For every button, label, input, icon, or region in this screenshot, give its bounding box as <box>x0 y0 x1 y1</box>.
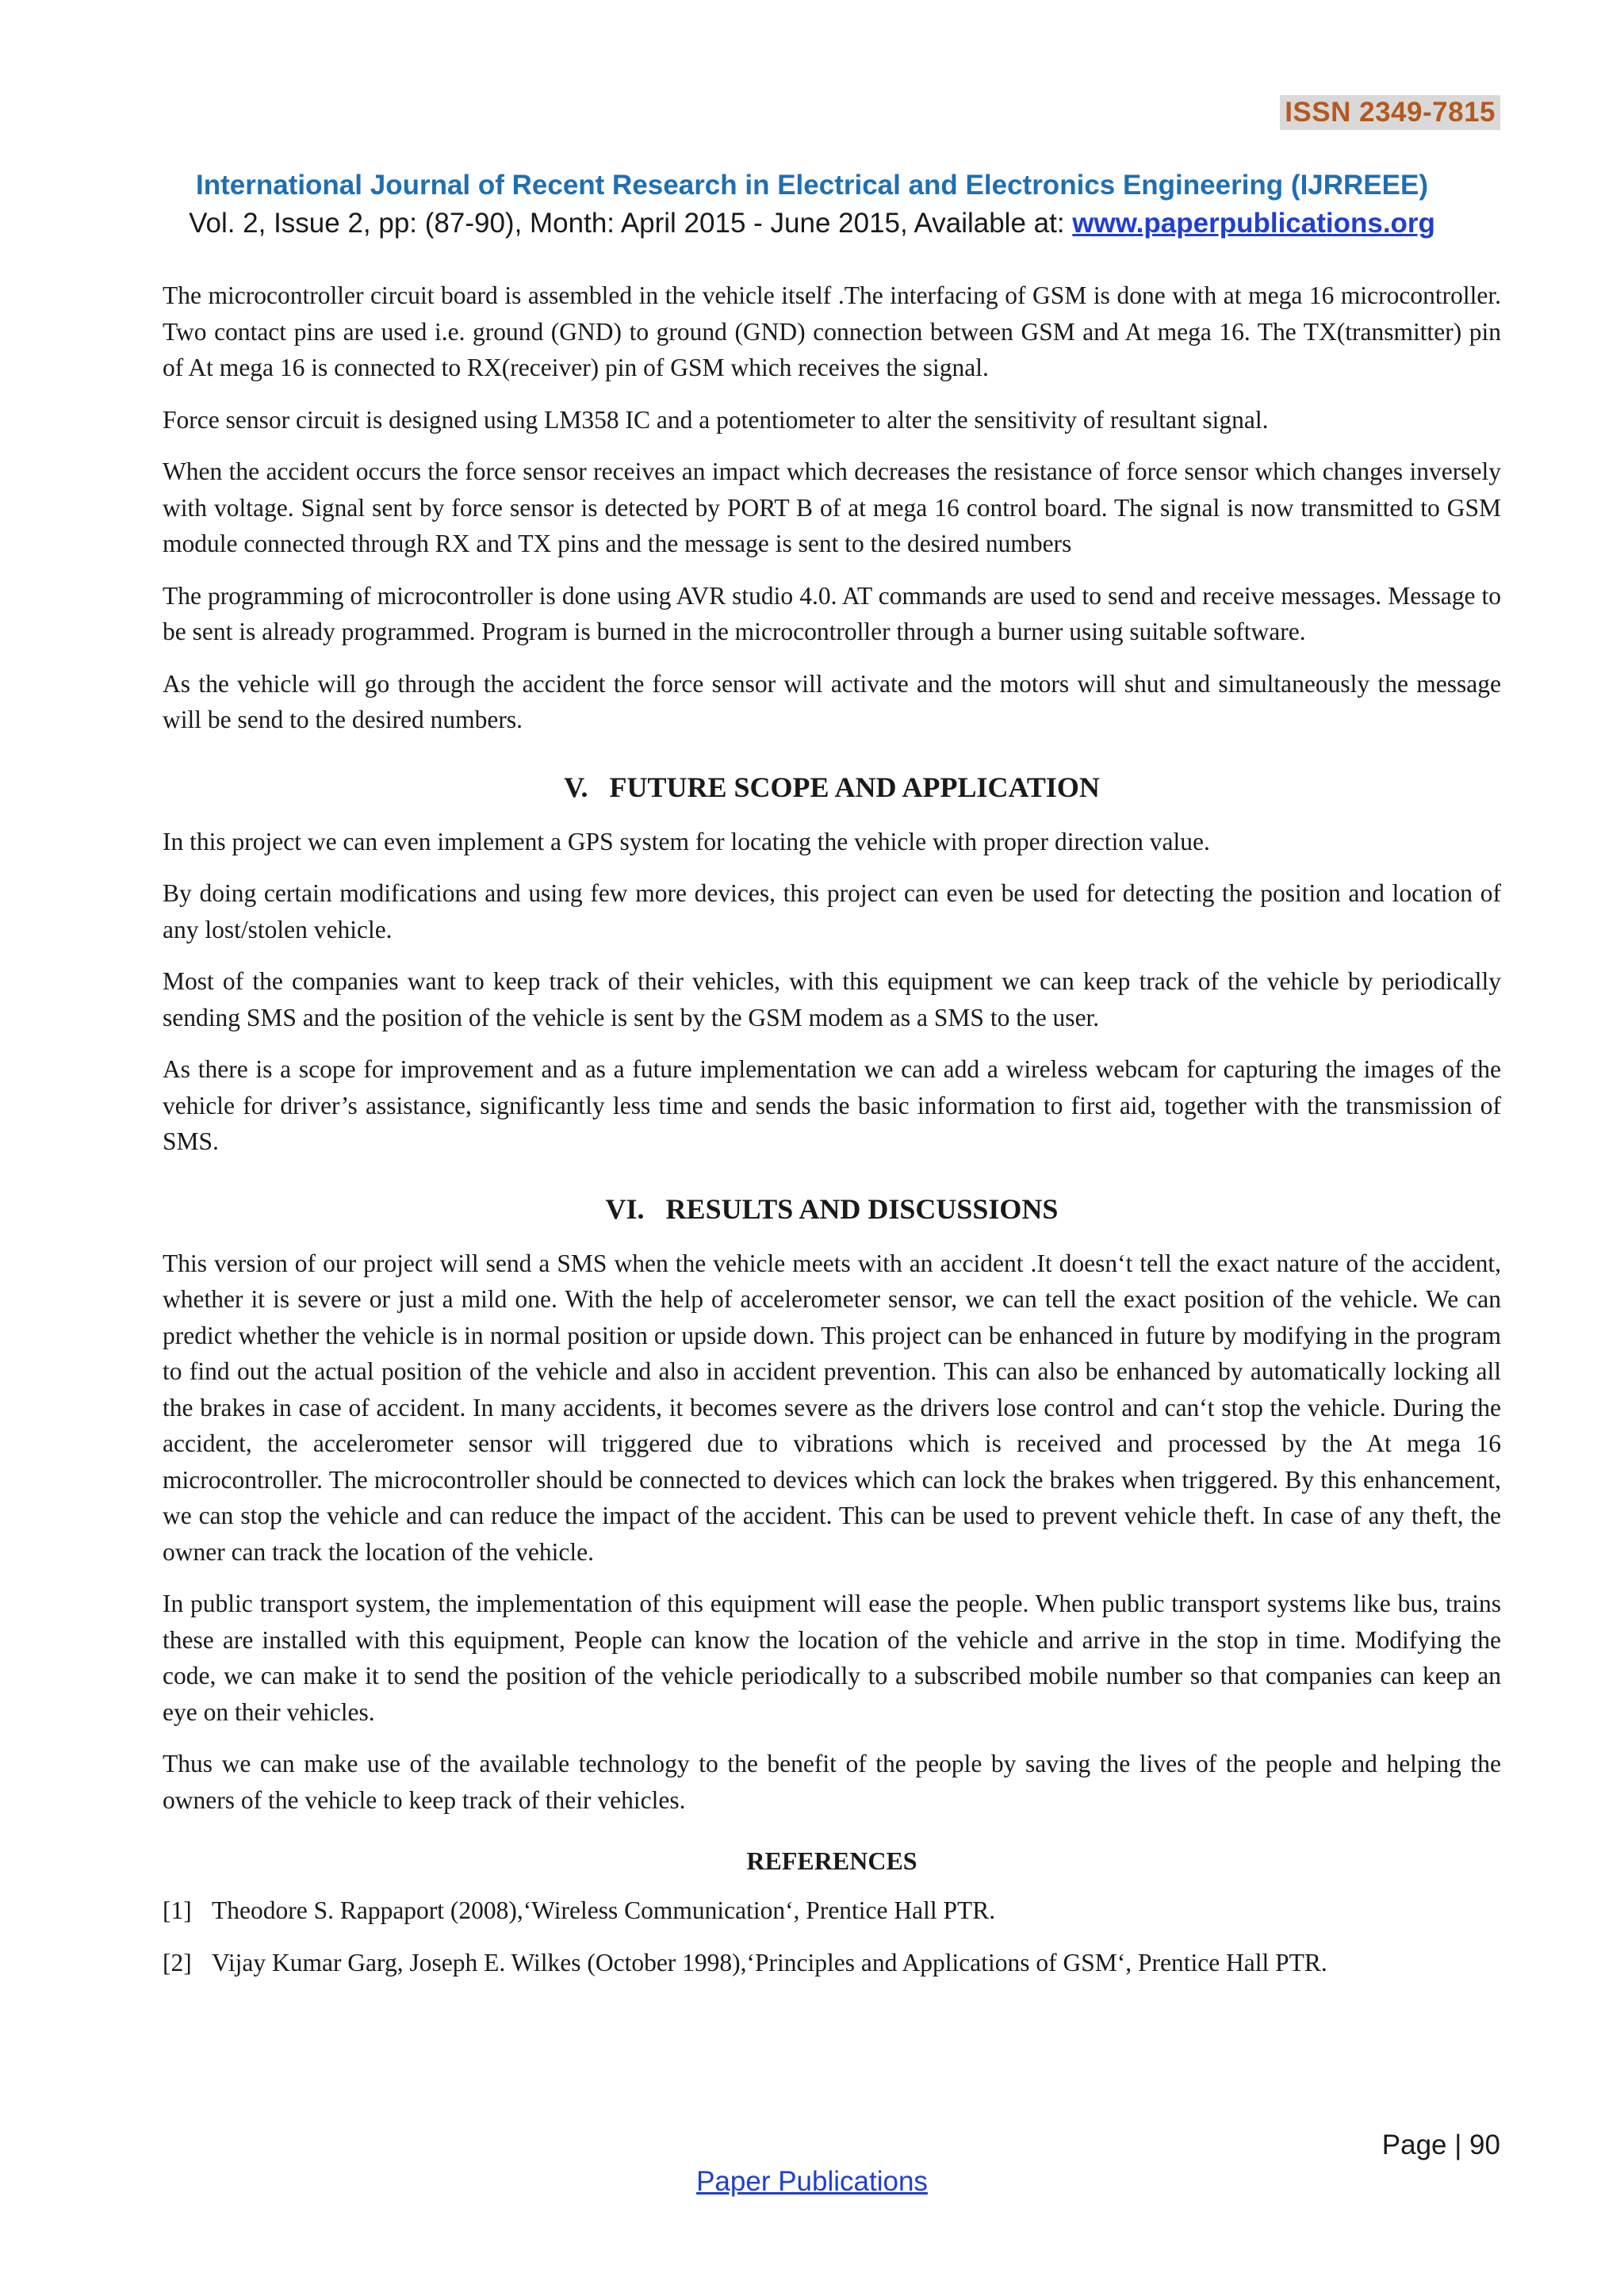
reference-text: Vijay Kumar Garg, Joseph E. Wilkes (October 1998),‘Principles and Applications of GSM‘, Prentice Hall PTR. <box>212 1948 1327 1976</box>
body-paragraph: Force sensor circuit is designed using LM358 IC and a potentiometer to alter the sensitivity of resultant signal. <box>163 405 1269 434</box>
body-paragraph: Thus we can make use of the available technology to the benefit of the people by saving the lives of the people and helping the owners of the vehicle to keep track of their vehicles. <box>163 1750 1501 1814</box>
reference-text: Theodore S. Rappaport (2008),‘Wireless Communication‘, Prentice Hall PTR. <box>212 1896 996 1924</box>
body-paragraph: The microcontroller circuit board is assembled in the vehicle itself .The interfacing of GSM is done with at mega 16 microcontroller. Two contact pins are used i.e. ground (GND) to ground (GND) connection between GSM and At mega 16. The TX(transmitter) pin of At mega 16 is connected to RX(receiver) pin of GSM which receives the signal. <box>163 281 1501 381</box>
issn-label: ISSN 2349-7815 <box>1280 95 1500 130</box>
reference-number: [2] <box>163 1948 192 1976</box>
journal-issue-info: Vol. 2, Issue 2, pp: (87-90), Month: April 2015 - June 2015, Available at: <box>189 208 1073 239</box>
journal-subtitle <box>0 208 1624 239</box>
body-paragraph: Most of the companies want to keep track of their vehicles, with this equipment we can keep track of the vehicle by periodically sending SMS and the position of the vehicle is sent by the GSM modem as a SMS to the user. <box>163 967 1501 1031</box>
section-heading-results: VI. RESULTS AND DISCUSSIONS <box>605 1192 1059 1225</box>
body-paragraph: In public transport system, the implementation of this equipment will ease the people. When public transport systems like bus, trains these are installed with this equipment, People can know the location of the vehicle and arrive in the stop in time. Modifying the code, we can make it to send the position of the vehicle periodically to a subscribed mobile number so that companies can keep an eye on their vehicles. <box>163 1590 1501 1726</box>
references-heading: REFERENCES <box>746 1846 917 1875</box>
body-paragraph: In this project we can even implement a GPS system for locating the vehicle with proper direction value. <box>163 827 1210 855</box>
body-paragraph: As the vehicle will go through the accident the force sensor will activate and the motors will shut and simultaneously the message will be send to the desired numbers. <box>163 669 1501 733</box>
publisher-link[interactable]: Paper Publications <box>696 2166 928 2197</box>
footer <box>0 2166 1624 2198</box>
reference-item <box>163 1945 1501 1981</box>
body-paragraph: When the accident occurs the force sensor receives an impact which decreases the resistance of force sensor which changes inversely with voltage. Signal sent by force sensor is detected by PORT B of at mega 16 control board. The signal is now transmitted to GSM module connected through RX and TX pins and the message is sent to the desired numbers <box>163 457 1501 557</box>
page-number: Page | 90 <box>1381 2130 1500 2160</box>
section-heading-future-scope: V. FUTURE SCOPE AND APPLICATION <box>564 771 1100 803</box>
body-paragraph: This version of our project will send a SMS when the vehicle meets with an accident .It doesn‘t tell the exact nature of the accident, whether it is severe or just a mild one. With the help of accelerometer sensor, we can tell the exact position of the vehicle. We can predict whether the vehicle is in normal position or upside down. This project can be enhanced in future by modifying in the program to find out the actual position of the vehicle and also in accident prevention. This can also be enhanced by automatically locking all the brakes in case of accident. In many accidents, it becomes severe as the drivers lose control and can‘t stop the vehicle. During the accident, the accelerometer sensor will triggered due to vibrations which is received and processed by the At mega 16 microcontroller. The microcontroller should be connected to devices which can lock the brakes when triggered. By this enhancement, we can stop the vehicle and can reduce the impact of the accident. This can be used to prevent vehicle theft. In case of any theft, the owner can track the location of the vehicle. <box>163 1249 1501 1566</box>
body-paragraph: As there is a scope for improvement and as a future implementation we can add a wireless webcam for capturing the images of the vehicle for driver’s assistance, significantly less time and sends the basic information to first aid, together with the transmission of SMS. <box>163 1055 1501 1155</box>
body-paragraph: By doing certain modifications and using few more devices, this project can even be used for detecting the position and location of any lost/stolen vehicle. <box>163 879 1501 943</box>
article-body <box>163 277 1501 1996</box>
journal-title: International Journal of Recent Research in Electrical and Electronics Engineering (IJRREEE) <box>195 170 1428 201</box>
reference-item <box>163 1892 1501 1929</box>
journal-website-link[interactable]: www.paperpublications.org <box>1072 208 1435 239</box>
body-paragraph: The programming of microcontroller is done using AVR studio 4.0. AT commands are used to send and receive messages. Message to be sent is already programmed. Program is burned in the microcontroller through a burner using suitable software. <box>163 581 1501 645</box>
reference-number: [1] <box>163 1896 192 1924</box>
